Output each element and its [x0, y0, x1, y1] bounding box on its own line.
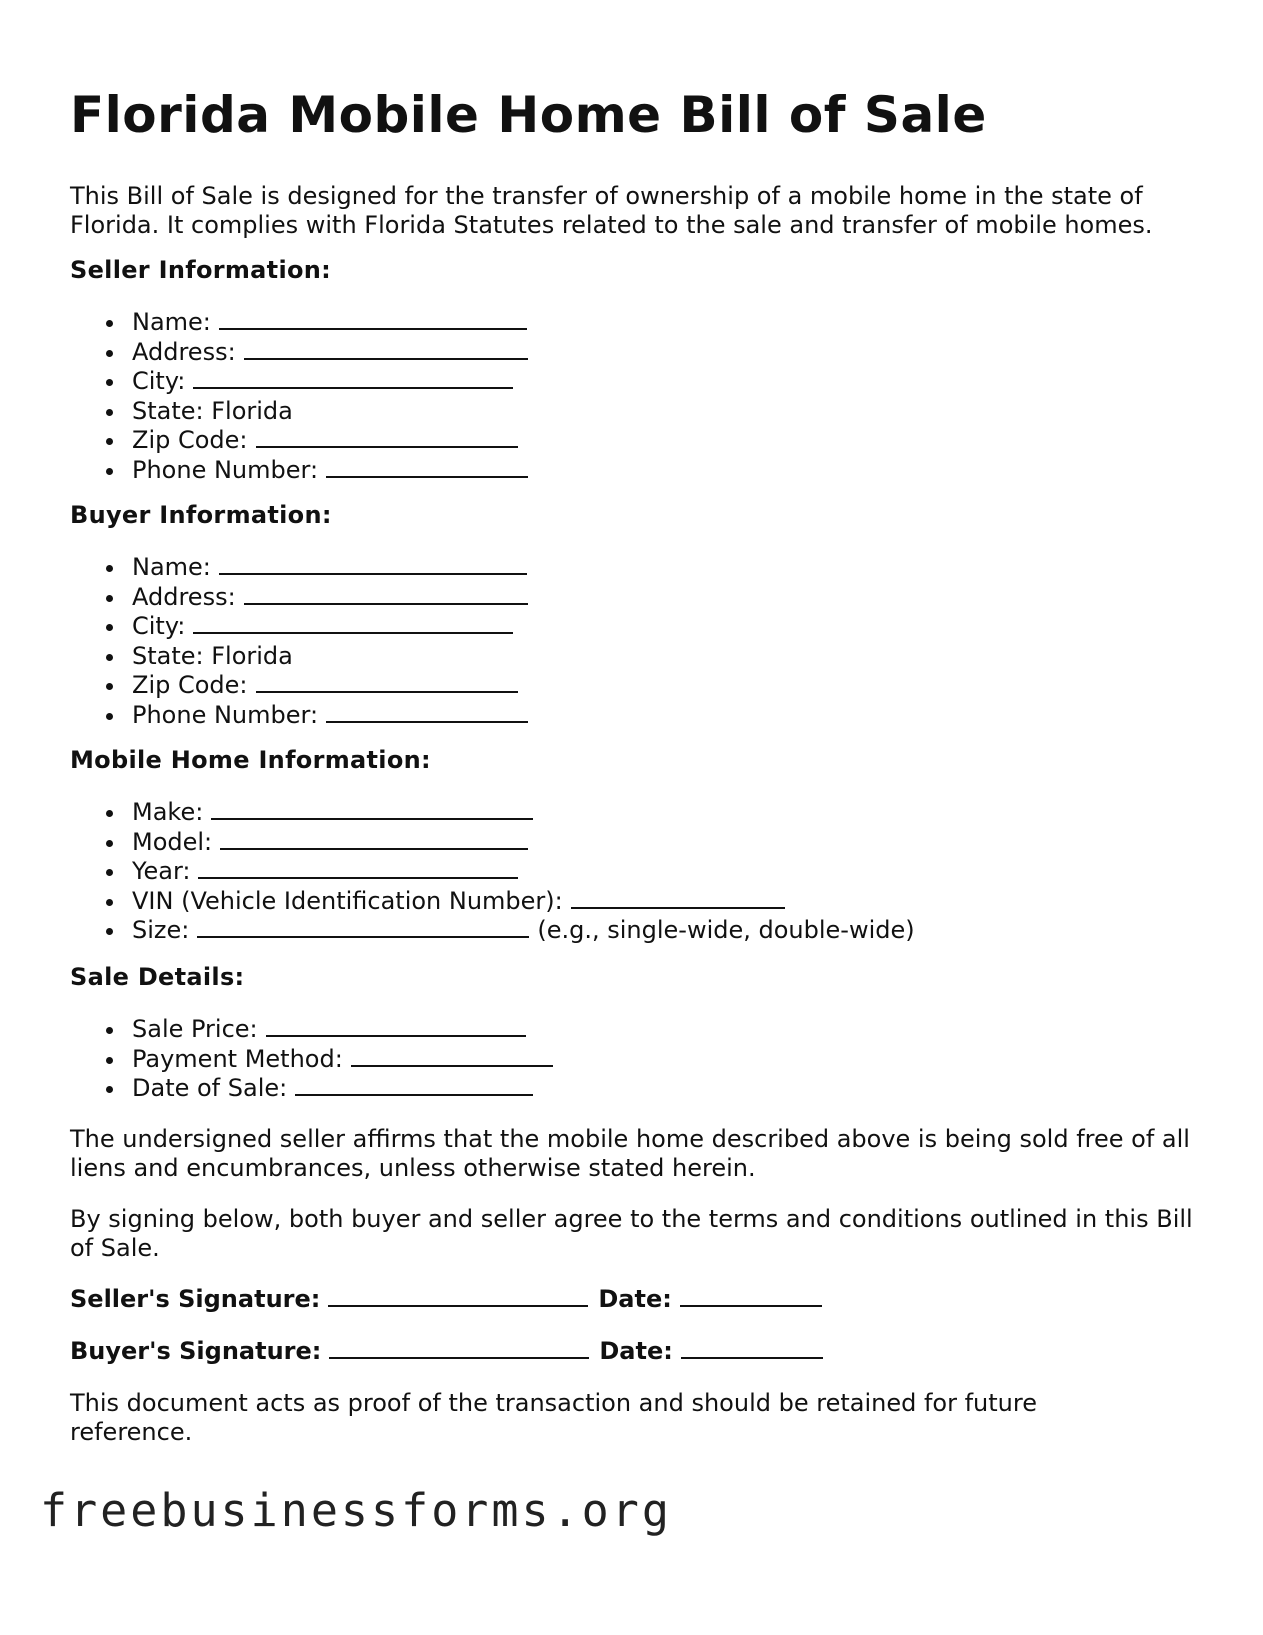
- buyer-address-input-line[interactable]: [244, 583, 528, 605]
- buyer-city-input-line[interactable]: [193, 612, 513, 634]
- seller-phone-field: Phone Number:: [70, 456, 528, 486]
- intro-paragraph: This Bill of Sale is designed for the transfer of ownership of a mobile home in the state of Florida. It complies with Florida Statutes related to the sale and transfer of mobile homes.: [70, 182, 1153, 239]
- seller-field-list: [70, 308, 528, 485]
- buyer-zip-field: Zip Code:: [70, 671, 528, 701]
- vin-input-line[interactable]: [571, 887, 785, 909]
- buyer-section-heading: Buyer Information:: [70, 501, 332, 529]
- seller-zip-input-line[interactable]: [256, 426, 518, 448]
- sale-price-input-line[interactable]: [266, 1015, 526, 1037]
- buyer-signature-input-line[interactable]: [329, 1337, 589, 1359]
- buyer-address-field: Address:: [70, 583, 528, 613]
- seller-date-input-line[interactable]: [680, 1285, 822, 1307]
- date-of-sale-field: Date of Sale:: [70, 1074, 553, 1104]
- seller-signature-row: [70, 1285, 832, 1314]
- buyer-name-input-line[interactable]: [219, 553, 527, 575]
- buyer-signature-row: [70, 1337, 833, 1366]
- buyer-signature-label: Buyer's Signature:: [70, 1337, 322, 1365]
- seller-zip-field: Zip Code:: [70, 426, 528, 456]
- seller-name-field: Name:: [70, 308, 528, 338]
- buyer-phone-field: Phone Number:: [70, 701, 528, 731]
- buyer-city-field: City:: [70, 612, 528, 642]
- model-input-line[interactable]: [220, 828, 528, 850]
- seller-city-input-line[interactable]: [193, 367, 513, 389]
- closing-paragraph: This document acts as proof of the transaction and should be retained for future reference.: [70, 1389, 1037, 1446]
- sale-field-list: [70, 1015, 553, 1104]
- vin-field: VIN (Vehicle Identification Number):: [70, 887, 915, 917]
- year-field: Year:: [70, 857, 915, 887]
- seller-address-field: Address:: [70, 338, 528, 368]
- seller-signature-input-line[interactable]: [328, 1285, 588, 1307]
- buyer-state-field: State: Florida: [70, 642, 528, 672]
- payment-method-input-line[interactable]: [351, 1045, 553, 1067]
- size-input-line[interactable]: [197, 916, 529, 938]
- size-hint: (e.g., single-wide, double-wide): [537, 916, 915, 944]
- make-field: Make:: [70, 798, 915, 828]
- make-input-line[interactable]: [211, 798, 533, 820]
- mobile-home-section-heading: Mobile Home Information:: [70, 746, 431, 774]
- site-watermark: freebusinessforms.org: [40, 1484, 672, 1537]
- agreement-paragraph: By signing below, both buyer and seller agree to the terms and conditions outlined in this Bill of Sale.: [70, 1205, 1193, 1262]
- sale-section-heading: Sale Details:: [70, 963, 245, 991]
- payment-method-field: Payment Method:: [70, 1045, 553, 1075]
- mobile-home-field-list: [70, 798, 915, 946]
- seller-phone-input-line[interactable]: [326, 456, 528, 478]
- seller-address-input-line[interactable]: [244, 338, 528, 360]
- affirmation-paragraph: The undersigned seller affirms that the mobile home described above is being sold free of all liens and encumbrances, unless otherwise stated herein.: [70, 1125, 1190, 1182]
- buyer-date-label: Date:: [599, 1337, 673, 1365]
- seller-city-field: City:: [70, 367, 528, 397]
- seller-state-field: State: Florida: [70, 397, 528, 427]
- buyer-field-list: [70, 553, 528, 730]
- buyer-zip-input-line[interactable]: [256, 671, 518, 693]
- sale-price-field: Sale Price:: [70, 1015, 553, 1045]
- date-of-sale-input-line[interactable]: [295, 1074, 533, 1096]
- seller-name-input-line[interactable]: [219, 308, 527, 330]
- size-field: Size: (e.g., single-wide, double-wide): [70, 916, 915, 946]
- page-title: Florida Mobile Home Bill of Sale: [70, 86, 987, 144]
- seller-date-label: Date:: [598, 1285, 672, 1313]
- buyer-phone-input-line[interactable]: [326, 701, 528, 723]
- seller-signature-label: Seller's Signature:: [70, 1285, 321, 1313]
- model-field: Model:: [70, 828, 915, 858]
- seller-section-heading: Seller Information:: [70, 256, 332, 284]
- year-input-line[interactable]: [198, 857, 518, 879]
- buyer-name-field: Name:: [70, 553, 528, 583]
- buyer-date-input-line[interactable]: [681, 1337, 823, 1359]
